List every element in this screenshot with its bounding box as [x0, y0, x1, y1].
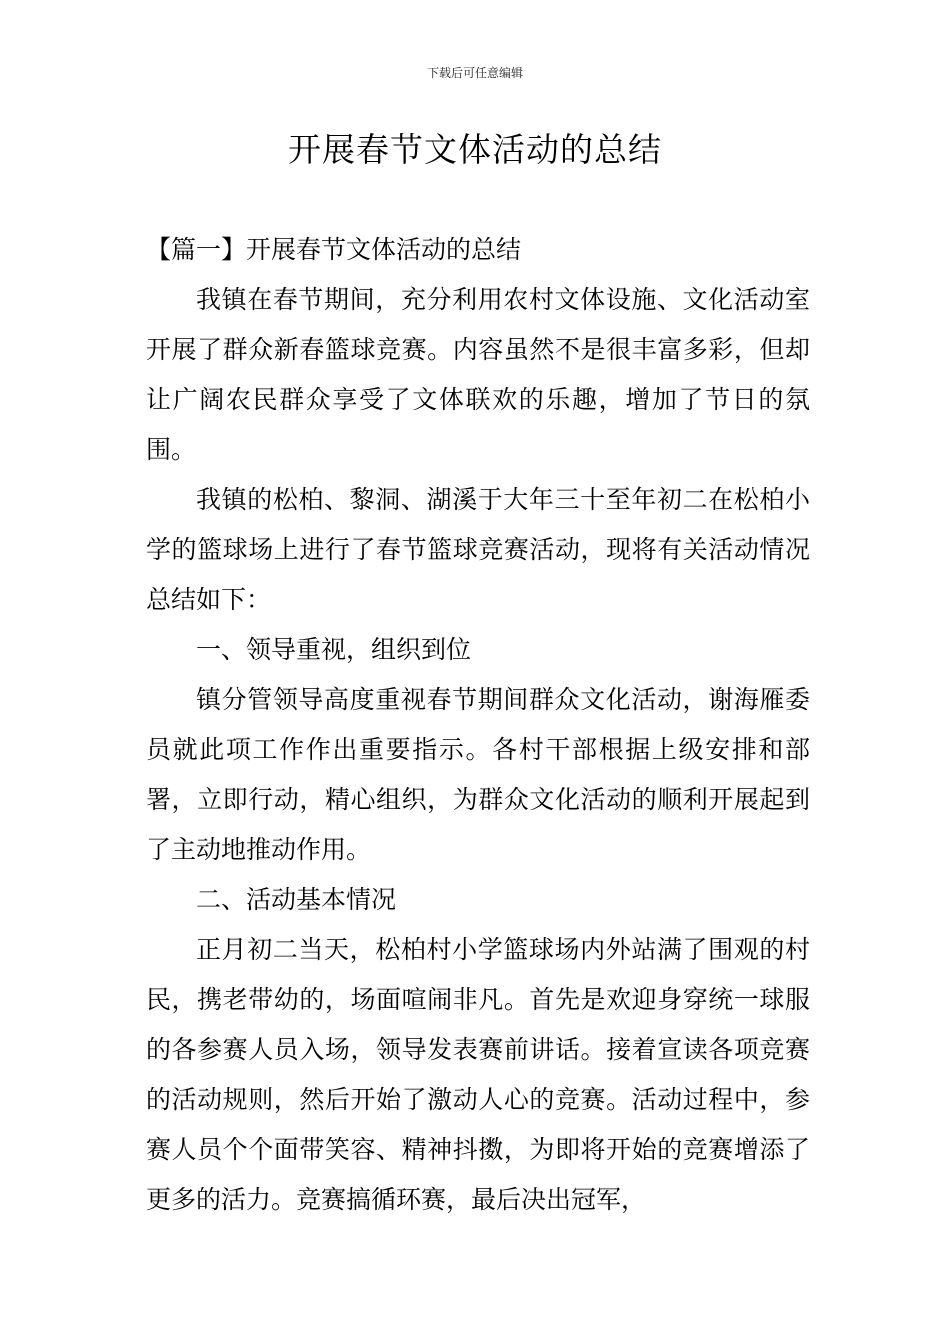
- document-title: 开展春节文体活动的总结: [288, 130, 662, 169]
- paragraph: 我镇在春节期间，充分利用农村文体设施、文化活动室开展了群众新春篮球竞赛。内容虽然不是很丰富多彩，但却让广阔农民群众享受了文体联欢的乐趣，增加了节日的氛围。: [146, 285, 810, 464]
- paragraph: 我镇的松柏、黎洞、湖溪于大年三十至年初二在松柏小学的篮球场上进行了春节篮球竞赛活动，现将有关活动情况总结如下：: [146, 485, 810, 614]
- subheading: 二、活动基本情况: [196, 885, 397, 914]
- section-heading: 【篇一】开展春节文体活动的总结: [146, 235, 522, 264]
- document-body: [146, 225, 810, 1225]
- subheading: 一、领导重视，组织到位: [196, 635, 472, 664]
- paragraph: 正月初二当天，松柏村小学篮球场内外站满了围观的村民，携老带幼的，场面喧闹非凡。首先是欢迎身穿统一球服的各参赛人员入场，领导发表赛前讲话。接着宣读各项竞赛的活动规则，然后开始了激动人心的竞赛。活动过程中，参赛人员个个面带笑容、精神抖擞，为即将开始的竞赛增添了更多的活力。竞赛搞循环赛，最后决出冠军，: [146, 935, 810, 1214]
- header-note: 下载后可任意编辑: [426, 66, 523, 80]
- paragraph: 镇分管领导高度重视春节期间群众文化活动，谢海雁委员就此项工作作出重要指示。各村干部根据上级安排和部署，立即行动，精心组织，为群众文化活动的顺利开展起到了主动地推动作用。: [146, 685, 810, 864]
